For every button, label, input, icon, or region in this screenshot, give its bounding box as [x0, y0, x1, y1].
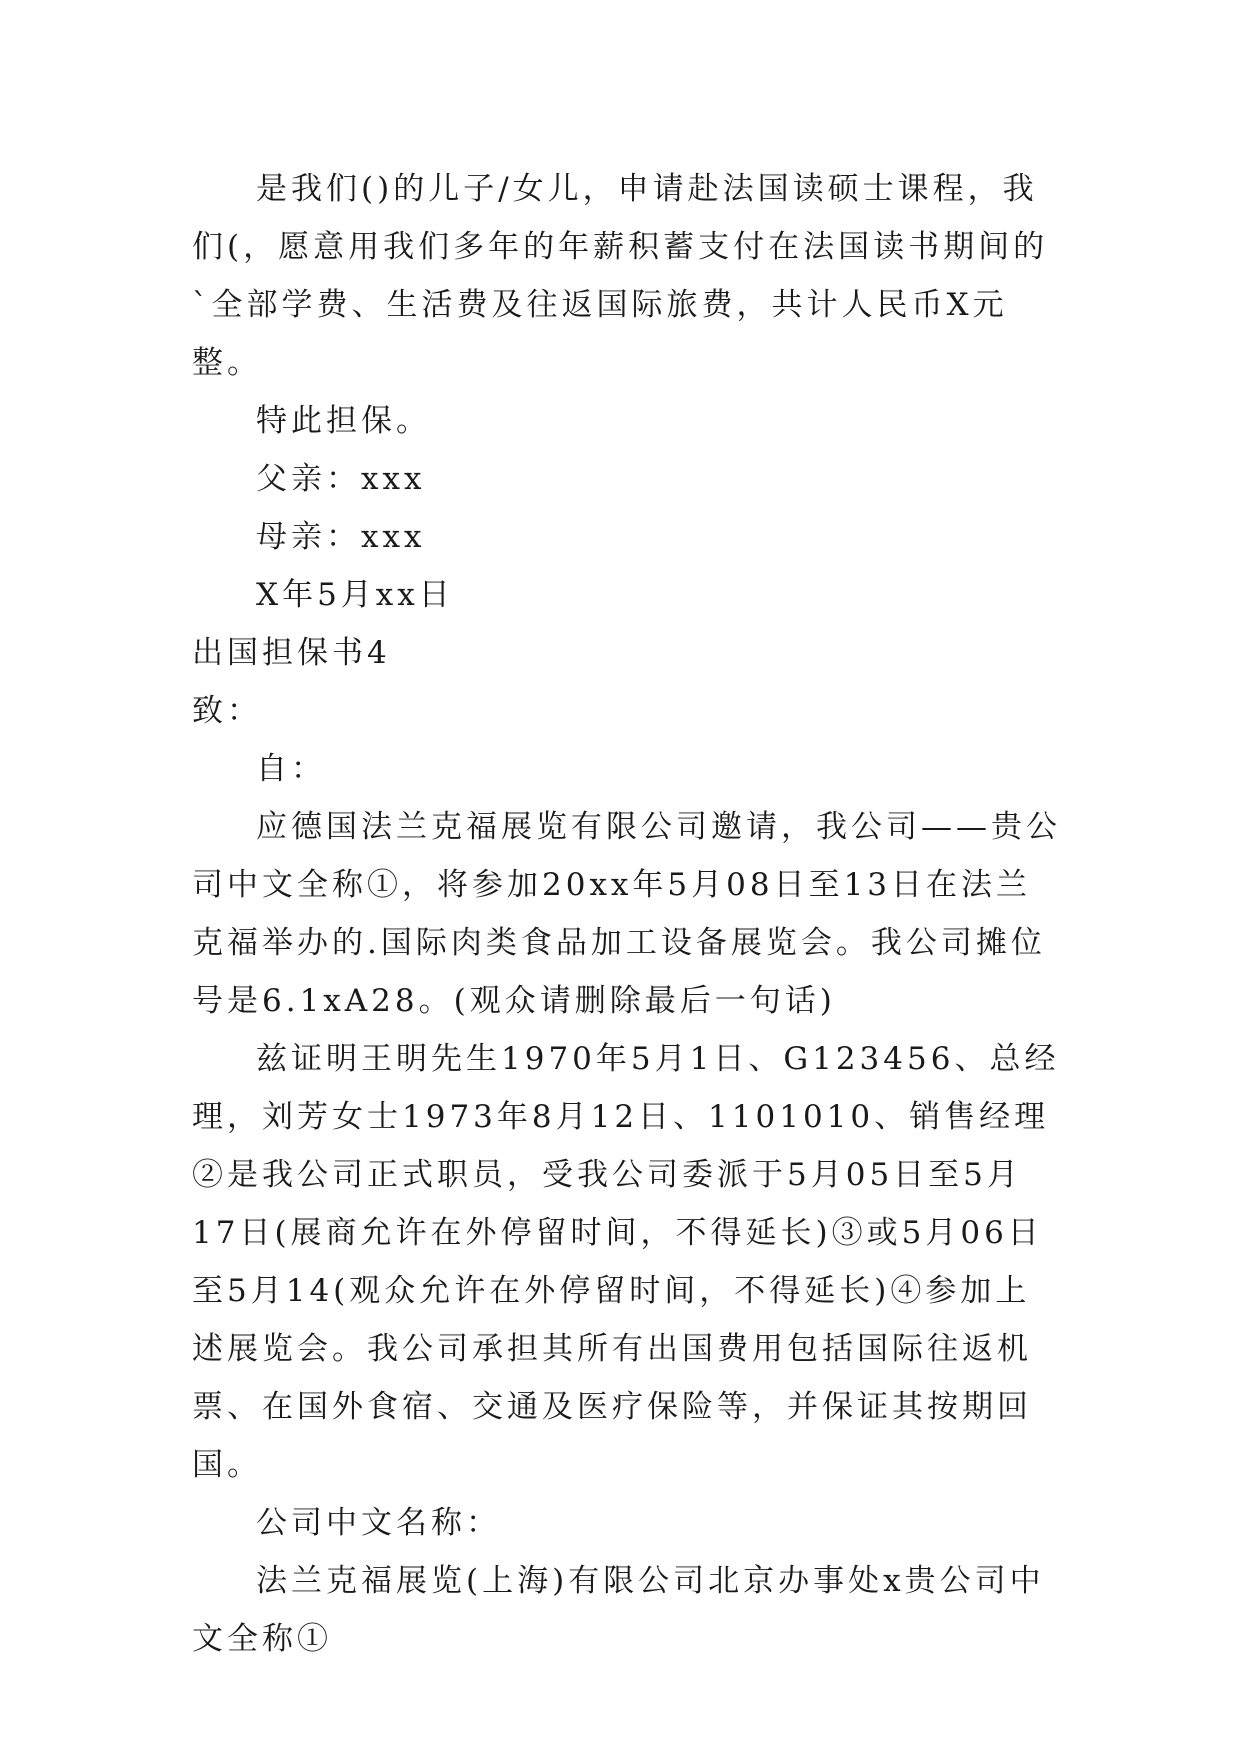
- section-title: 出国担保书4: [192, 635, 391, 671]
- invitation-paragraph: 应德国法兰克福展览有限公司邀请，我公司——贵公司中文全称①，将参加20xx年5月08日至13日在法兰克福举办的.国际肉类食品加工设备展览会。我公司摊位号是6.1xA28。(观众请删除最后一句话): [192, 809, 1061, 1019]
- closing-statement: 特此担保。: [256, 403, 431, 439]
- mother-signature: 母亲：xxx: [256, 519, 426, 555]
- sender-line: 自：: [256, 751, 326, 787]
- company-name-value: 法兰克福展览(上海)有限公司北京办事处x贵公司中文全称①: [192, 1563, 1045, 1657]
- date-line: X年5月xx日: [256, 577, 454, 613]
- guarantee-paragraph: 是我们()的儿子/女儿，申请赴法国读硕士课程，我们(，愿意用我们多年的年薪积蓄支付在法国读书期间的`全部学费、生活费及往返国际旅费，共计人民币X元整。: [192, 171, 1049, 381]
- document-page: [192, 160, 1062, 1668]
- father-signature: 父亲：xxx: [256, 461, 426, 497]
- certification-paragraph: 兹证明王明先生1970年5月1日、G123456、总经理，刘芳女士1973年8月12日、1101010、销售经理②是我公司正式职员，受我公司委派于5月05日至5月17日(展商允许在外停留时间，不得延长)③或5月06日至5月14(观众允许在外停留时间，不得延长)④参加上述展览会。我公司承担其所有出国费用包括国际往返机票、在国外食宿、交通及医疗保险等，并保证其按期回国。: [192, 1041, 1060, 1483]
- addressee-line: 致：: [192, 693, 262, 729]
- company-name-label: 公司中文名称：: [256, 1505, 501, 1541]
